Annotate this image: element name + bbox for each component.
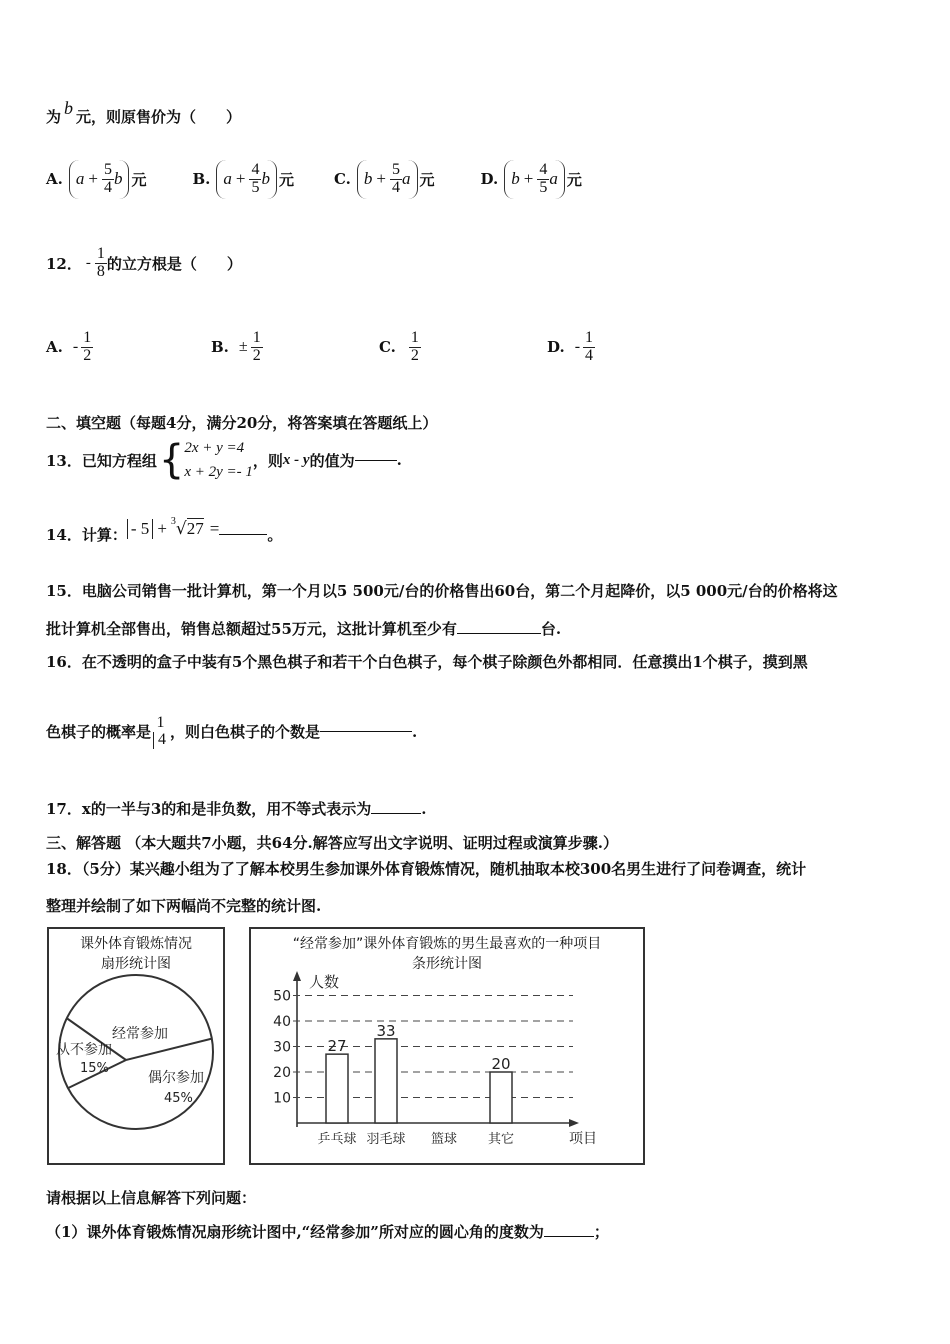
term-b: b <box>113 169 123 189</box>
q12-den: 8 <box>96 262 105 280</box>
option-fraction <box>390 162 402 197</box>
operator: + <box>523 169 534 189</box>
fraction-den: 4 <box>103 178 112 196</box>
option-unit: 元 <box>566 170 582 189</box>
option-label: C. <box>379 338 396 357</box>
q15-line1: 15．电脑公司销售一批计算机，第一个月以5 500元/台的价格售出60台，第二个月起降价，以5 000元/台的价格将这 <box>46 582 838 600</box>
q13-equations <box>184 436 253 484</box>
bar-data-label: 33 <box>376 1021 396 1040</box>
q13-number: 13． <box>46 451 82 470</box>
bar-chart-box <box>249 927 645 1165</box>
q12-sign: - <box>85 254 91 271</box>
fraction-num: 1 <box>252 329 261 346</box>
option-expression <box>69 160 130 199</box>
q15-line2 <box>46 618 561 639</box>
section-2-title: 二、填空题（每题4分，满分20分，将答案填在答题纸上） <box>46 414 438 432</box>
option-fraction <box>583 330 595 365</box>
term-b: a <box>402 169 411 189</box>
q17 <box>46 798 427 819</box>
operator: + <box>88 169 98 189</box>
q14-root-index: 3 <box>170 516 176 527</box>
fraction-num: 1 <box>410 329 419 346</box>
q14-end: 。 <box>267 526 283 544</box>
bar-chart-title: “经常参加”课外体育锻炼的男生最喜欢的一种项目 <box>292 936 602 952</box>
fraction-den: 2 <box>410 346 419 364</box>
term-b: b <box>261 169 270 189</box>
option-label: A. <box>46 338 63 357</box>
pie-chart-subtitle: 扇形统计图 <box>101 956 171 973</box>
q11-option-d <box>481 160 582 199</box>
q16-den: 4 <box>153 732 168 749</box>
q17-end: . <box>421 800 427 818</box>
fraction-den: 2 <box>83 346 92 364</box>
pie-chart-title: 课外体育锻炼情况 <box>80 936 192 952</box>
operator: + <box>376 169 386 189</box>
fraction-den: 2 <box>252 346 261 364</box>
fraction-num: 5 <box>392 161 400 178</box>
q12-number: 12． <box>46 254 82 273</box>
q17-text: 17．x的一半与3的和是非负数，用不等式表示为 <box>46 800 372 818</box>
term-a: b <box>363 169 373 189</box>
option-fraction <box>102 162 114 197</box>
bar-1 <box>375 1039 397 1123</box>
q14-prefix: 计算： <box>81 526 127 544</box>
bar-0 <box>326 1054 348 1123</box>
option-sign: ± <box>238 338 248 356</box>
section-3-title: 三、解答题 （本大题共7小题，共64分.解答应写出文字说明、证明过程或演算步骤.） <box>46 834 618 852</box>
q15-line2a: 批计算机全部售出，销售总额超过55万元，这批计算机至少有 <box>46 620 457 638</box>
q11-stem-prefix: 为 <box>46 108 62 126</box>
x-axis-arrow-icon <box>569 1119 579 1127</box>
q18-sub1-answer-blank[interactable] <box>544 1236 594 1237</box>
pie-chart-box <box>47 927 225 1165</box>
fraction-num: 4 <box>251 161 260 178</box>
q14-answer-blank[interactable] <box>219 534 267 535</box>
q17-answer-blank[interactable] <box>371 813 421 814</box>
y-tick-label: 40 <box>273 1014 291 1030</box>
q16-end: . <box>412 722 418 741</box>
option-label: D. <box>480 170 499 189</box>
option-label: C. <box>334 170 351 189</box>
y-tick-label: 50 <box>273 988 291 1005</box>
fraction-num: 4 <box>539 161 548 178</box>
x-category-label: 其它 <box>487 1132 515 1147</box>
q14-plus: + <box>157 518 167 538</box>
fraction-num: 1 <box>585 329 594 346</box>
q11-option-a <box>46 160 146 199</box>
option-label: B. <box>211 338 229 357</box>
q11-stem-suffix: 元，则原售价为（ ） <box>76 108 242 126</box>
option-fraction <box>81 330 93 365</box>
q18-instruction: 请根据以上信息解答下列问题： <box>46 1189 257 1207</box>
q16-line2 <box>46 715 417 749</box>
q15-answer-blank[interactable] <box>457 633 541 634</box>
bar-data-label: 27 <box>327 1037 347 1056</box>
option-sign: - <box>574 338 581 356</box>
q13-eq2: x + 2y =- 1 <box>184 464 253 480</box>
q13-eq1: 2x + y =4 <box>184 440 245 456</box>
q14-radicand: 27 <box>186 519 204 538</box>
fraction-num: 5 <box>103 161 112 178</box>
q12-text: 的立方根是（ ） <box>106 254 242 273</box>
q12-option-d <box>547 330 715 365</box>
q12-num: 1 <box>96 245 105 262</box>
option-expression <box>357 160 418 199</box>
y-axis-arrow-icon <box>293 971 301 981</box>
q12-option-c <box>379 330 547 365</box>
y-axis-label: 人数 <box>309 973 340 991</box>
q14-abs-value: - 5 <box>127 519 153 539</box>
radical-icon: √ <box>175 518 187 539</box>
x-category-label: 羽毛球 <box>366 1132 406 1147</box>
q13-prefix: 已知方程组 <box>81 451 157 470</box>
q13-end: . <box>396 451 402 469</box>
option-unit: 元 <box>278 170 294 189</box>
q14-expression <box>127 518 219 539</box>
pie-slice-label: 从不参加 <box>56 1042 112 1058</box>
q13-brace: { <box>158 437 185 483</box>
q16-line2b: ，则白色棋子的个数是 <box>170 723 321 742</box>
fraction-den: 5 <box>251 178 260 196</box>
term-a: a <box>223 169 232 189</box>
option-fraction <box>409 330 421 365</box>
option-expression <box>504 160 565 199</box>
option-label: D. <box>547 338 565 357</box>
q13-answer-blank[interactable] <box>355 460 397 461</box>
x-category-label: 乒乓球 <box>317 1132 357 1147</box>
x-category-label: 篮球 <box>430 1132 458 1147</box>
option-fraction <box>251 330 263 365</box>
q12-option-b <box>211 330 379 365</box>
term-b: a <box>549 169 558 189</box>
operator: + <box>235 169 246 189</box>
pie-chart-svg <box>49 929 223 1163</box>
fraction-den: 5 <box>539 178 548 196</box>
q11-option-list <box>46 160 582 199</box>
bar-3 <box>490 1072 512 1123</box>
q11-stem <box>46 98 242 127</box>
q14-number: 14． <box>46 526 82 544</box>
q14 <box>46 516 283 545</box>
q18-sub1 <box>46 1221 609 1242</box>
q12-fraction <box>95 246 107 281</box>
option-label: B. <box>192 170 211 189</box>
term-a: b <box>511 169 520 189</box>
q12-option-list <box>46 330 715 365</box>
bar-chart-subtitle: 条形统计图 <box>412 956 482 973</box>
pie-slice-label: 经常参加 <box>112 1026 168 1042</box>
y-tick-label: 20 <box>273 1065 291 1081</box>
option-unit: 元 <box>419 170 435 189</box>
q12-options <box>46 330 715 365</box>
y-tick-label: 30 <box>273 1039 291 1056</box>
q16-fraction <box>153 715 168 749</box>
option-fraction <box>537 162 549 197</box>
q18-sub1-text: （1）课外体育锻炼情况扇形统计图中,“经常参加”所对应的圆心角的度数为 <box>46 1223 544 1241</box>
q18-line2: 整理并绘制了如下两幅尚不完整的统计图. <box>46 897 322 915</box>
q16-line2a: 色棋子的概率是 <box>46 723 152 742</box>
bar-chart-svg <box>251 929 643 1163</box>
q16-answer-blank[interactable] <box>320 731 412 732</box>
fraction-den: 4 <box>392 178 400 196</box>
q16-line1: 16．在不透明的盒子中装有5个黑色棋子和若干个白色棋子，每个棋子除颜色外都相同．任意摸出1个棋子，摸到黑 <box>46 653 808 671</box>
q13-suffix-b: 的值为 <box>309 451 355 470</box>
q14-equals: = <box>209 518 220 538</box>
option-unit: 元 <box>131 170 147 189</box>
option-sign: - <box>72 338 79 356</box>
q18-line1: 18．（5分）某兴趣小组为了了解本校男生参加课外体育锻炼情况，随机抽取本校300名男生进行了问卷调查，统计 <box>46 860 807 878</box>
q11-options <box>46 160 582 199</box>
q18-sub1-end: ； <box>593 1223 609 1241</box>
pie-slice-percent: 15% <box>80 1061 109 1076</box>
q11-option-c <box>334 160 435 199</box>
q11-option-b <box>192 160 294 199</box>
q11-var: b <box>64 98 74 118</box>
fraction-num: 1 <box>83 329 92 346</box>
pie-slice-percent: 45% <box>164 1091 193 1106</box>
term-a: a <box>75 169 85 189</box>
q13-expr: x - y <box>282 451 310 468</box>
q12-stem <box>46 246 242 281</box>
y-tick-label: 10 <box>273 1090 291 1107</box>
option-fraction <box>249 162 261 197</box>
bar-data-label: 20 <box>491 1055 511 1073</box>
q15-line2b: 台. <box>540 620 562 638</box>
q12-option-a <box>46 330 211 365</box>
q16-num: 1 <box>156 714 165 731</box>
q13-suffix-a: ，则 <box>252 451 283 470</box>
option-expression <box>216 160 277 199</box>
fraction-den: 4 <box>585 346 594 364</box>
option-label: A. <box>46 170 63 189</box>
q13 <box>46 436 402 484</box>
q13-system <box>159 436 253 484</box>
x-axis-label: 项目 <box>569 1131 597 1147</box>
pie-slice-label: 偶尔参加 <box>148 1070 204 1086</box>
